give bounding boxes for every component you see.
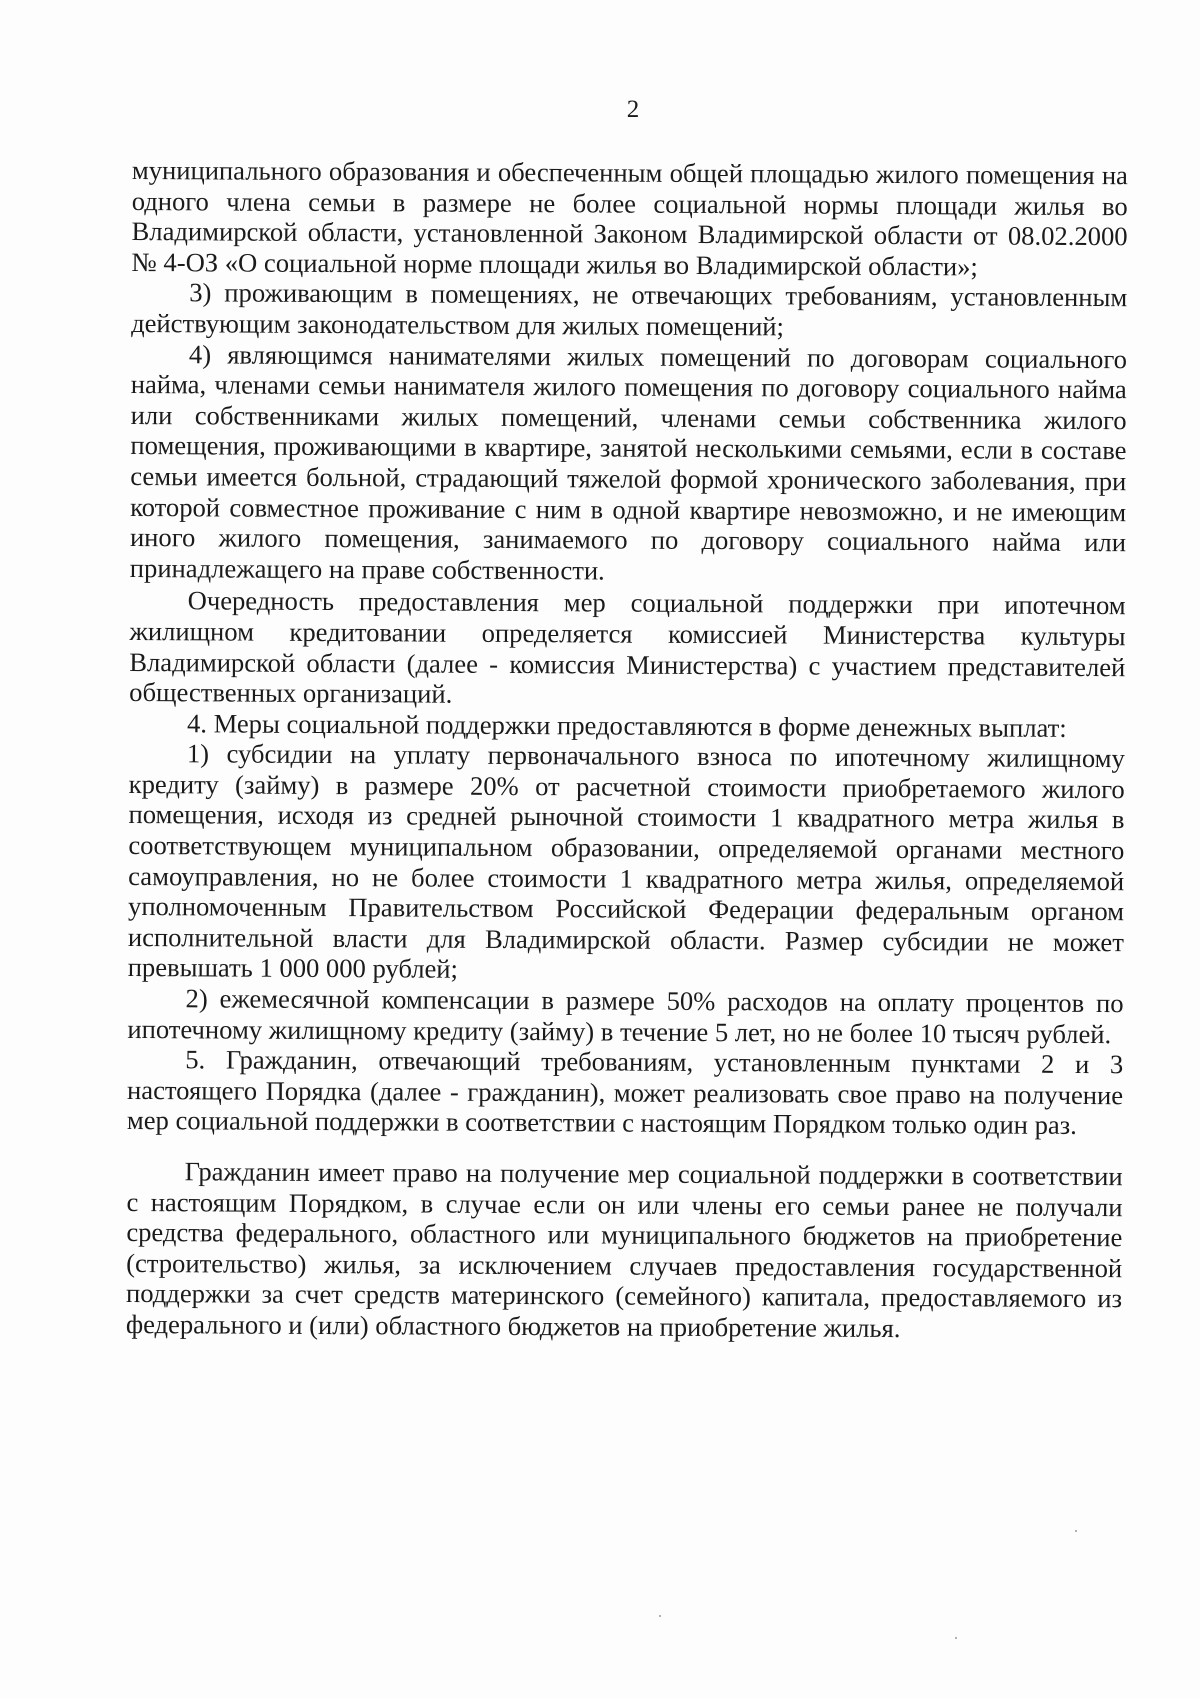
paragraph-subsidy: 1) субсидии на уплату первоначального взноса по ипотечному жилищному кредиту (займу) в размере 20% от расчетной стоимости приобретаемого жилого помещения, исходя из средней рыночной стоимости 1 квадратного метра жилья в соответствующем муниципальном образовании, определяемой органами местного самоуправления, но не более стоимости 1 квадратного метра жилья, определяемой уполномоченным Правительством Российской Федерации федеральным органом исполнительной власти для Владимирской области. Размер субсидии не может превышать 1 000 000 рублей; [127,738,1125,985]
paragraph-eligibility: Гражданин имеет право на получение мер социальной поддержки в соответствии с настоящим Порядком, в случае если он или члены его семьи ранее не получали средства федерального, областного или муниципального бюджетов на приобретение (строительство) жилья, за исключением случаев предоставления государственной поддержки за счет средств материнского (семейного) капитала, предоставляемого из федерального и (или) областного бюджетов на приобретение жилья. [125,1156,1123,1344]
paragraph-continuation: муниципального образования и обеспеченным общей площадью жилого помещения на одного члена семьи в размере не более социальной нормы площади жилья во Владимирской области, установленной Законом Владимирской области от 08.02.2000 № 4-ОЗ «О социальной норме площади жилья во Владимирской области»; [131,155,1128,282]
paragraph-compensation: 2) ежемесячной компенсации в размере 50% расходов на оплату процентов по ипотечному жилищному кредиту (займу) в течение 5 лет, но не более 10 тысяч рублей. [127,983,1124,1049]
paragraph-item-3: 3) проживающим в помещениях, не отвечающих требованиям, установленным действующим законодательством для жилых помещений; [131,277,1128,342]
scan-speck [659,1615,661,1617]
paragraph-priority: Очередность предоставления мер социальной поддержки при ипотечном жилищном кредитовании определяется комиссией Министерства культуры Владимирской области (далее - комиссия Министерства) с участием представителей общественных организаций. [129,585,1126,709]
paragraph-section-5: 5. Гражданин, отвечающий требованиям, установленным пунктами 2 и 3 настоящего Порядка (далее - гражданин), может реализовать свое право на получение мер социальной поддержки в соответствии с настоящим Порядком только один раз. [126,1044,1124,1141]
page-number: 2 [626,96,640,123]
paragraph-item-4: 4) являющимся нанимателями жилых помещений по договорам социального найма, членами семьи нанимателя жилого помещения по договору социального найма или собственниками жилых помещений, членами семьи собственника жилого помещения, проживающими в квартире, занятой несколькими семьями, если в составе семьи имеется больной, страдающий тяжелой формой хронического заболевания, при которой совместное проживание с ним в одной квартире невозможно, и не имеющим иного жилого помещения, занимаемого по договору социального найма или принадлежащего на праве собственности. [129,338,1128,586]
paragraph-section-4: 4. Меры социальной поддержки предоставляются в форме денежных выплат: [186,707,1067,743]
scan-speck [1075,1530,1077,1532]
document-body [126,155,1128,1345]
scan-speck [955,1637,957,1639]
